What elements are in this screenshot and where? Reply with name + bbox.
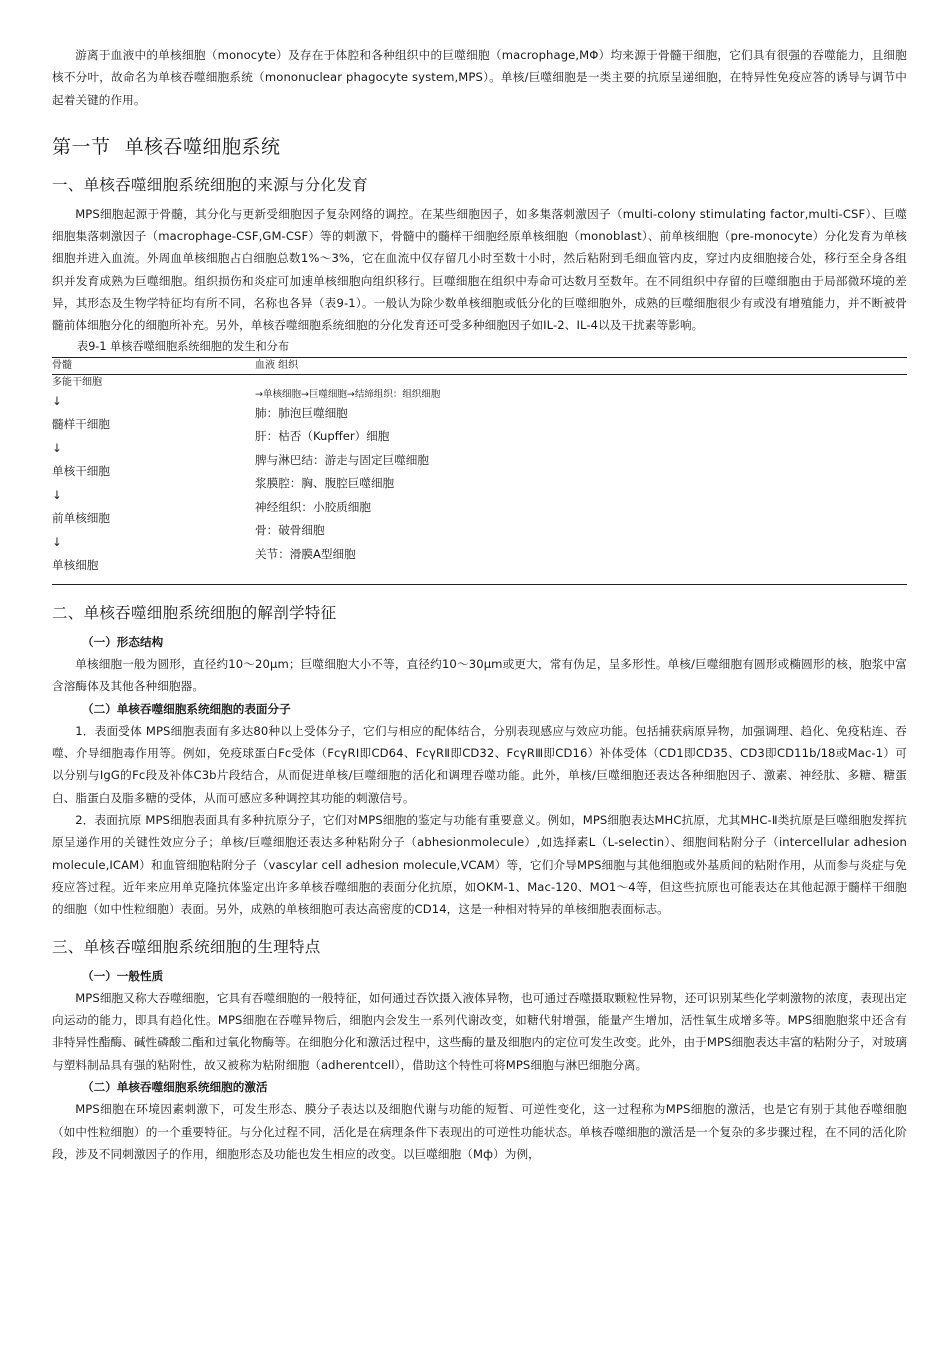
- section-heading: [52, 132, 907, 159]
- heading-origin: 一、单核吞噬细胞系统细胞的来源与分化发育: [52, 175, 369, 194]
- surface-receptor-paragraph: 1．表面受体 MPS细胞表面有多达80种以上受体分子，它们与相应的配体结合，分别表现感应与效应功能。包括捕获病原异物，加强调理、趋化、免疫粘连、吞噬、介导细胞毒作用等。例如，免疫球蛋白Fc受体（FcγRⅠ即CD64、FcγRⅡ即CD32、FcγRⅢ即CD16）补体受体（CD1即CD35、CD3即CD11b/18或Mac-1）可以分别与IgG的Fc段及补体C3b片段结合，从而促进单核/巨噬细胞的活化和调理吞噬功能。此外，单核/巨噬细胞还表达各种细胞因子、激素、神经肽、多糖、糖蛋白、脂蛋白及脂多糖的受体，从而可感应多种调控其功能的刺激信号。: [52, 723, 907, 805]
- distribution-item: 骨：破骨细胞: [255, 523, 325, 538]
- activation-paragraph: MPS细胞在环境因素刺激下，可发生形态、膜分子表达以及细胞代谢与功能的短暂、可逆性变化，这一过程称为MPS细胞的激活，也是它有别于其他吞噬细胞（如中性粒细胞）的一个重要特征。与分化过程不同，活化是在病理条件下表现出的可逆性功能状态。单核吞噬细胞的激活是一个复杂的多步骤过程，在不同的活化阶段，涉及不同刺激因子的作用，细胞形态及功能也发生相应的改变。以巨噬细胞（Mф）为例，: [52, 1102, 907, 1161]
- heading-surface-molecules: （二）单核吞噬细胞系统细胞的表面分子: [82, 701, 291, 716]
- document-page: [52, 44, 907, 1165]
- distribution-table: [52, 357, 907, 585]
- distribution-item: 脾与淋巴结：游走与固定巨噬细胞: [255, 452, 429, 467]
- heading-morphology: （一）形态结构: [82, 634, 164, 649]
- table-caption: 表9-1 单核吞噬细胞系统细胞的发生和分布: [77, 339, 290, 353]
- table-header-blood-tissue: 血液 组织: [255, 357, 907, 374]
- lineage-item: 前单核细胞: [52, 511, 110, 526]
- lineage-item: ↓: [52, 393, 62, 408]
- heading-physiology: 三、单核吞噬细胞系统细胞的生理特点: [52, 937, 321, 956]
- table-right-column: [255, 374, 907, 584]
- morphology-paragraph: 单核细胞一般为圆形，直径约10～20μm；巨噬细胞大小不等，直径约10～30μm或更大，常有伪足，呈多形性。单核/巨噬细胞有圆形或椭圆形的核，胞浆中富含溶酶体及其他各种细胞器。: [52, 656, 907, 694]
- heading-anatomy: 二、单核吞噬细胞系统细胞的解剖学特征: [52, 603, 337, 622]
- distribution-flow: →单核细胞→巨噬细胞→结缔组织：组织细胞: [255, 388, 441, 400]
- lineage-item: ↓: [52, 440, 62, 455]
- origin-paragraph: MPS细胞起源于骨髓，其分化与更新受细胞因子复杂网络的调控。在某些细胞因子，如多集落刺激因子（multi-colony stimulating factor,multi-CSF）、巨噬细胞集落刺激因子（macrophage-CSF,GM-CSF）等的刺激下，骨髓中的髓样干细胞经原单核细胞（monoblast）、前单核细胞（pre-monocyte）分化发育为单核细胞并进入血流。外周血单核细胞占白细胞总数1%～3%，它在血流中仅存留几小时至数十小时，然后粘附到毛细血管内皮，穿过内皮细胞接合处，移行至全身各组织并发育成熟为巨噬细胞。组织损伤和炎症可加速单核细胞向组织移行。巨噬细胞在组织中寿命可达数月至数年。在不同组织中存留的巨噬细胞由于局部微环境的差异，其形态及生物学特征均有所不同，名称也各异（表9-1）。一般认为除少数单核细胞或低分化的巨噬细胞外，成熟的巨噬细胞很少有或没有增殖能力，并不断被骨髓前体细胞分化的细胞所补充。另外，单核吞噬细胞系统细胞的分化发育还可受多种细胞因子如IL-2、IL-4以及干扰素等影响。: [52, 206, 907, 333]
- intro-paragraph: 游离于血液中的单核细胞（monocyte）及存在于体腔和各种组织中的巨噬细胞（macrophage,MΦ）均来源于骨髓干细胞，它们具有很强的吞噬能力，且细胞核不分叶，故命名为单核吞噬细胞系统（mononuclear phagocyte system,MPS）。单核/巨噬细胞是一类主要的抗原呈递细胞，在特异性免疫应答的诱导与调节中起着关键的作用。: [52, 48, 907, 107]
- distribution-item: 浆膜腔：胸、腹腔巨噬细胞: [255, 476, 395, 491]
- surface-antigen-paragraph: 2．表面抗原 MPS细胞表面具有多种抗原分子，它们对MPS细胞的鉴定与功能有重要意义。例如，MPS细胞表达MHC抗原，尤其MHC-Ⅱ类抗原是巨噬细胞发挥抗原呈递作用的关键性效应分子；单核/巨噬细胞还表达多种粘附分子（abhesionmolecule）,如选择素L（L-selectin）、细胞间粘附分子（intercellular adhesion molecule,ICAM）和血管细胞粘附分子（vascylar cell adhesion molecule,VCAM）等，它们介导MPS细胞与其他细胞或外基质间的粘附作用，从而参与炎症与免疫应答过程。近年来应用单克隆抗体鉴定出许多单核吞噬细胞的表面分化抗原，如OKM-1、Mac-120、MO1～4等，但这些抗原也可能表达在其他起源于髓样干细胞的细胞（如中性粒细胞）表面。另外，成熟的单核细胞可表达高密度的CD14，这是一种相对特异的单核细胞表面标志。: [52, 813, 907, 917]
- lineage-item: ↓: [52, 487, 62, 502]
- heading-general-properties: （一）一般性质: [82, 968, 164, 983]
- lineage-item: 单核干细胞: [52, 464, 110, 479]
- distribution-item: 肝：枯否（Kupffer）细胞: [255, 429, 390, 444]
- lineage-item: 单核细胞: [52, 558, 99, 573]
- lineage-item: 髓样干细胞: [52, 417, 110, 432]
- table-left-column: [52, 374, 255, 584]
- lineage-item: 多能干细胞: [52, 376, 102, 388]
- section-number: 第一节: [52, 135, 111, 158]
- general-properties-paragraph: MPS细胞又称大吞噬细胞，它具有吞噬细胞的一般特征，如何通过吞饮摄入液体异物，也可通过吞噬摄取颗粒性异物，还可识别某些化学刺激物的浓度，表现出定向运动的能力，即具有趋化性。MPS细胞在吞噬异物后，细胞内会发生一系列代谢改变，如糖代射增强，能量产生增加，活性氧生成增多等。MPS细胞胞浆中还含有非特异性酯酶、碱性磷酸二酯和过氧化物酶等。在细胞分化和激活过程中，这些酶的量及细胞内的定位可发生改变。此外，由于MPS细胞表达丰富的粘附分子，对玻璃与塑料制品具有强的粘附性，故又被称为粘附细胞（adherentcell），借助这个特性可将MPS细胞与淋巴细胞分离。: [52, 990, 907, 1072]
- heading-activation: （二）单核吞噬细胞系统细胞的激活: [82, 1080, 268, 1095]
- lineage-item: ↓: [52, 534, 62, 549]
- distribution-item: 肺：肺泡巨噬细胞: [255, 405, 348, 420]
- table-header-bone-marrow: 骨髓: [52, 357, 255, 374]
- distribution-item: 神经组织：小胶质细胞: [255, 499, 371, 514]
- section-title: 单核吞噬细胞系统: [124, 135, 281, 158]
- distribution-item: 关节：滑膜A型细胞: [255, 546, 356, 561]
